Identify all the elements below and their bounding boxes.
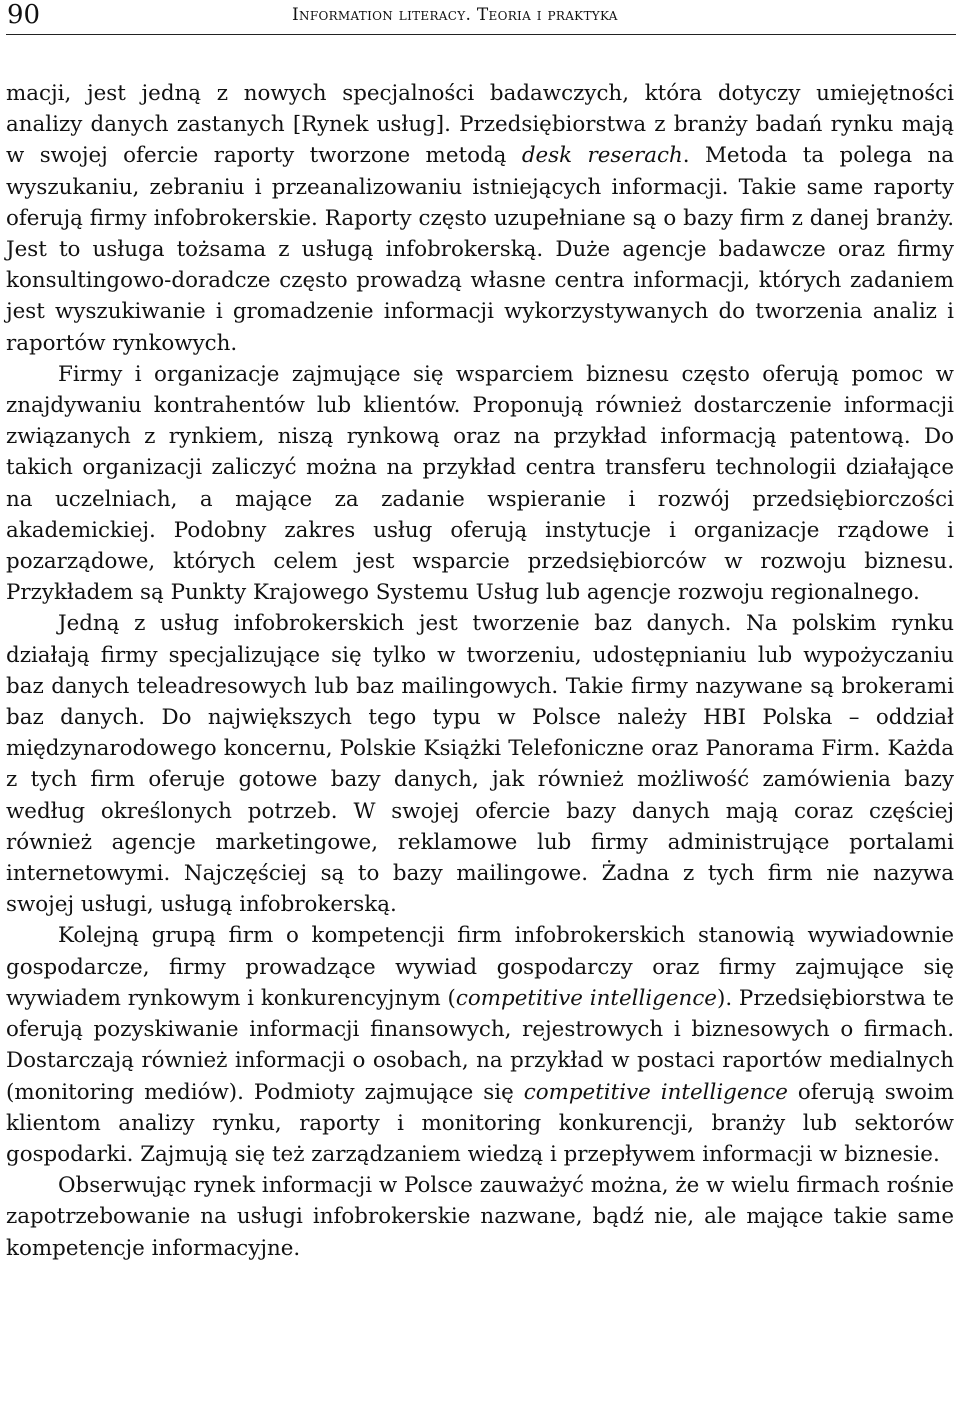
page-header [0,0,960,36]
text-run: Jedną z usług infobrokerskich jest tworzenie baz danych. Na polskim rynku działają firmy specjalizujące się tylko w tworzeniu, udostępnianiu lub wypożyczaniu baz danych teleadresowych lub baz mailingowych. Takie firmy nazywane są brokerami baz danych. Do największych tego typu w Polsce należy HBI Polska – oddział międzynarodowego koncernu, Polskie Książki Telefoniczne oraz Panorama Firm. Każda z tych firm oferuje gotowe bazy danych, jak również możliwość zamówienia bazy według określonych potrzeb. W swojej ofercie bazy danych mają coraz częściej również agencje marketingowe, reklamowe lub firmy administrujące portalami internetowymi. Najczęściej są to bazy mailingowe. Żadna z tych firm nie nazywa swojej usługi, usługą infobrokerską. [6,611,954,918]
italic-term: competitive intelligence [455,985,717,1011]
text-run: Kolejną grupą firm o kompetencji firm infobrokerskich stanowią wywiadownie gospodarcze, firmy prowadzące wywiad gospodarczy oraz firmy zajmujące się wywiadem rynkowym i konkurencyjnym ( [6,923,954,1011]
text-run: Obserwując rynek informacji w Polsce zauważyć można, że w wielu firmach rośnie zapotrzebowanie na usługi infobrokerskie nazwane, bądź nie, ale mające takie same kompetencje informacyjne. [6,1173,954,1261]
text-run: ). Przedsiębiorstwa te oferują pozyskiwanie informacji finansowych, rejestrowych i biznesowych o firmach. Dostarczają również informacji o osobach, na przykład w postaci raportów medialnych (monitoring mediów). Podmioty zajmujące się [6,985,954,1105]
text-run: oferują swoim klientom analizy rynku, raporty i monitoring konkurencji, branży lub sektorów gospodarki. Zajmują się też zarządzaniem wiedzą i przepływem informacji w biznesie. [6,1079,954,1167]
text-run: macji, jest jedną z nowych specjalności badawczych, która dotyczy umiejętności analizy danych zastanych [Rynek usług]. Przedsiębiorstwa z branży badań rynku mają w swojej ofercie raporty tworzone metodą [6,81,954,169]
italic-term: desk reserach [521,143,683,169]
paragraph [6,359,954,609]
text-run: Firmy i organizacje zajmujące się wsparciem biznesu często oferują pomoc w znajdywaniu kontrahentów lub klientów. Proponują również dostarczenie informacji związanych z rynkiem, niszą rynkową oraz na przykład informacją patentową. Do takich organizacji zaliczyć można na przykład centra transferu technologii działające na uczelniach, a mające za zadanie wspieranie i rozwój przedsiębiorczości akademickiej. Podobny zakres usług oferują instytucje i organizacje rządowe i pozarządowe, których celem jest wsparcie przedsiębiorców w rozwoju biznesu. Przykładem są Punkty Krajowego Systemu Usług lub agencje rozwoju regionalnego. [6,361,954,606]
paragraph [6,1170,954,1264]
running-title: Information literacy. Teoria i praktyka [292,5,618,25]
italic-term: competitive intelligence [523,1079,788,1105]
text-run: . Metoda ta polega na wyszukaniu, zebraniu i przeanalizowaniu istniejących informacji. Takie same raporty oferują firmy infobrokerskie. Raporty często uzupełniane są o bazy firm z danej branży. Jest to usługa tożsama z usługą infobrokerską. Duże agencje badawcze oraz firmy konsultingowo-doradcze często prowadzą własne centra informacji, których zadaniem jest wyszukiwanie i gromadzenie informacji wykorzystywanych do tworzenia analiz i raportów rynkowych. [6,143,954,356]
paragraph [6,608,954,920]
paragraph [6,920,954,1170]
paragraph [6,78,954,359]
header-rule [6,34,956,35]
body-text [6,78,954,1264]
page-number: 90 [7,0,41,30]
